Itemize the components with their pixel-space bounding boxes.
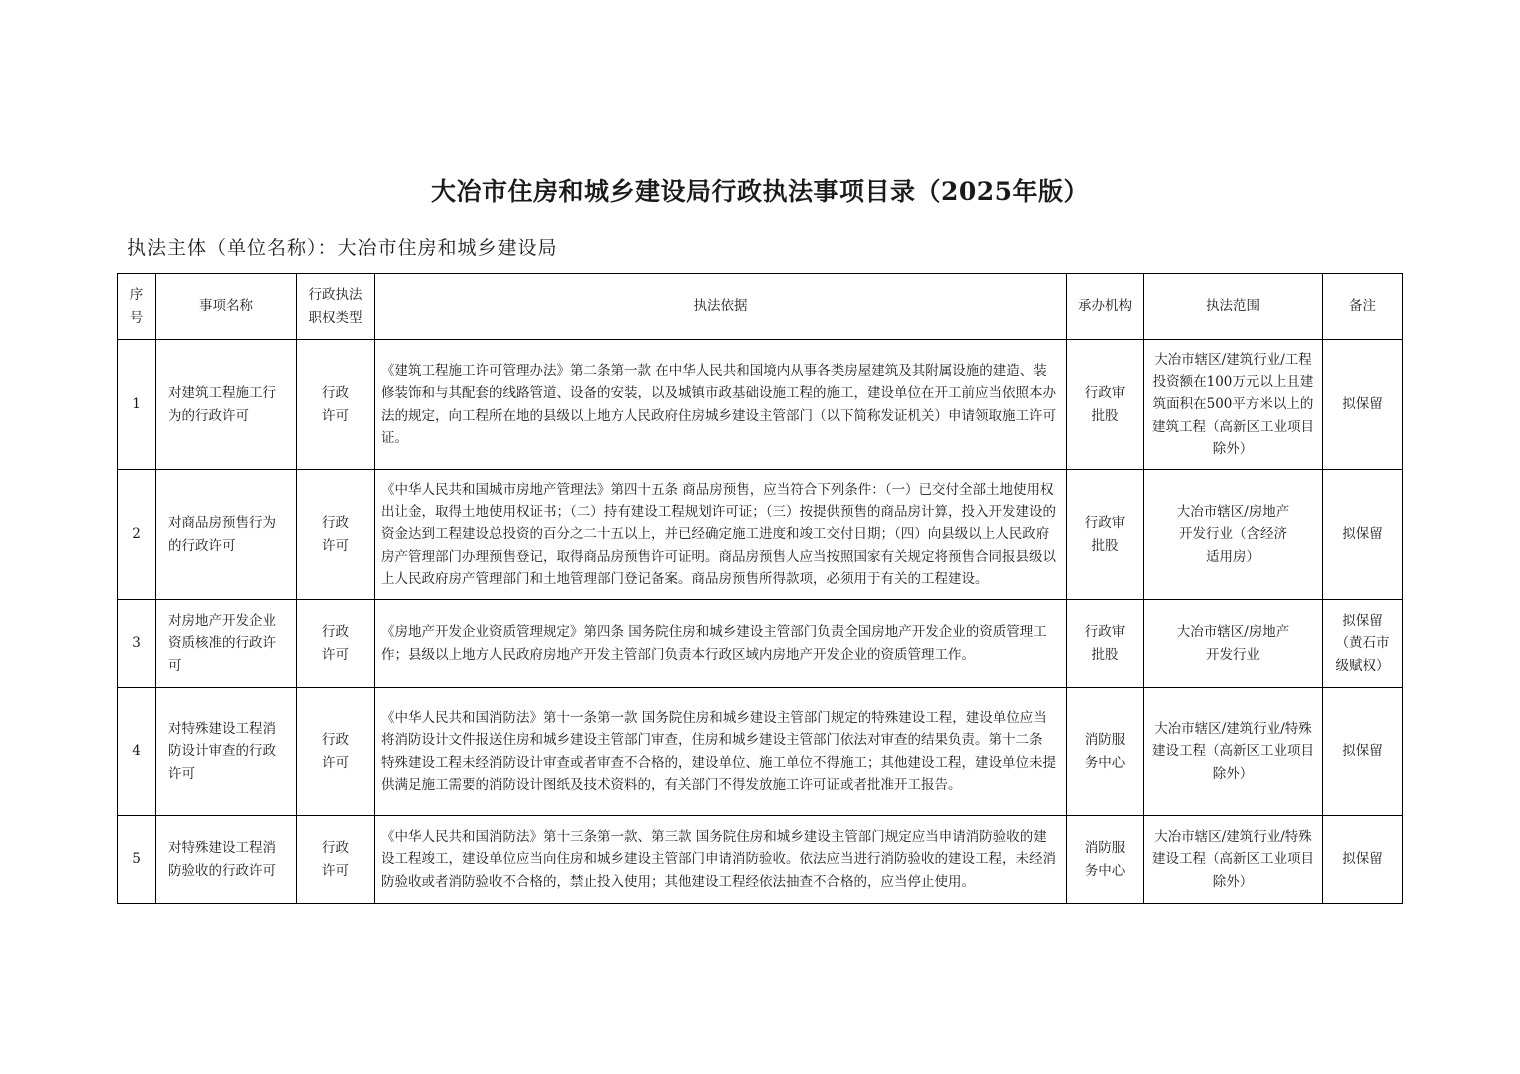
- row-basis: 《建筑工程施工许可管理办法》第二条第一款 在中华人民共和国境内从事各类房屋建筑及其附属设施的建造、装修装饰和与其配套的线路管道、设备的安装，以及城镇市政基础设施工程的施工，建设单位在开工前应当依照本办法的规定，向工程所在地的县级以上地方人民政府住房城乡建设主管部门（以下简称发证机关）申请领取施工许可证。: [375, 340, 1067, 470]
- row-no: 4: [118, 688, 156, 816]
- row-basis: 《中华人民共和国消防法》第十三条第一款、第三款 国务院住房和城乡建设主管部门规定应当申请消防验收的建设工程竣工，建设单位应当向住房和城乡建设主管部门申请消防验收。依法应当进行消防验收的建设工程，未经消防验收或者消防验收不合格的，禁止投入使用；其他建设工程经依法抽查不合格的，应当停止使用。: [375, 816, 1067, 904]
- row-name: 对建筑工程施工行为的行政许可: [156, 340, 297, 470]
- row-note: 拟保留: [1323, 688, 1403, 816]
- row-org: 消防服务中心: [1067, 688, 1144, 816]
- row-name: 对特殊建设工程消防验收的行政许可: [156, 816, 297, 904]
- row-note: 拟保留（黄石市级赋权）: [1323, 600, 1403, 688]
- table-header-row: [118, 274, 1403, 340]
- table-row: [118, 816, 1403, 904]
- document-title: 大冶市住房和城乡建设局行政执法事项目录（2025年版）: [430, 177, 1090, 206]
- header-note: 备注: [1323, 274, 1403, 340]
- header-name: 事项名称: [156, 274, 297, 340]
- row-org: 行政审批股: [1067, 470, 1144, 600]
- row-basis: 《中华人民共和国城市房地产管理法》第四十五条 商品房预售，应当符合下列条件：（一）已交付全部土地使用权出让金，取得土地使用权证书；（二）持有建设工程规划许可证；（三）按提供预售的商品房计算，投入开发建设的资金达到工程建设总投资的百分之二十五以上，并已经确定施工进度和竣工交付日期；（四）向县级以上人民政府房产管理部门办理预售登记，取得商品房预售许可证明。商品房预售人应当按照国家有关规定将预售合同报县级以上人民政府房产管理部门和土地管理部门登记备案。商品房预售所得款项，必须用于有关的工程建设。: [375, 470, 1067, 600]
- row-scope: 大冶市辖区/建筑行业/工程投资额在100万元以上且建筑面积在500平方米以上的建筑工程（高新区工业项目除外）: [1144, 340, 1323, 470]
- row-no: 2: [118, 470, 156, 600]
- row-scope: 大冶市辖区/建筑行业/特殊建设工程（高新区工业项目除外）: [1144, 688, 1323, 816]
- row-org: 消防服务中心: [1067, 816, 1144, 904]
- row-note: 拟保留: [1323, 816, 1403, 904]
- header-org: 承办机构: [1067, 274, 1144, 340]
- row-type: 行政许可: [297, 600, 375, 688]
- row-no: 3: [118, 600, 156, 688]
- enforcement-items-table: [117, 273, 1403, 904]
- row-note: 拟保留: [1323, 340, 1403, 470]
- header-scope: 执法范围: [1144, 274, 1323, 340]
- header-no: 序号: [118, 274, 156, 340]
- row-basis: 《中华人民共和国消防法》第十一条第一款 国务院住房和城乡建设主管部门规定的特殊建设工程，建设单位应当将消防设计文件报送住房和城乡建设主管部门审查，住房和城乡建设主管部门依法对审查的结果负责。第十二条 特殊建设工程未经消防设计审查或者审查不合格的，建设单位、施工单位不得施工；其他建设工程，建设单位未提供满足施工需要的消防设计图纸及技术资料的，有关部门不得发放施工许可证或者批准开工报告。: [375, 688, 1067, 816]
- row-type: 行政许可: [297, 816, 375, 904]
- header-type: 行政执法职权类型: [297, 274, 375, 340]
- row-basis: 《房地产开发企业资质管理规定》第四条 国务院住房和城乡建设主管部门负责全国房地产开发企业的资质管理工作；县级以上地方人民政府房地产开发主管部门负责本行政区域内房地产开发企业的资质管理工作。: [375, 600, 1067, 688]
- row-scope: 大冶市辖区/建筑行业/特殊建设工程（高新区工业项目除外）: [1144, 816, 1323, 904]
- row-no: 1: [118, 340, 156, 470]
- row-name: 对商品房预售行为的行政许可: [156, 470, 297, 600]
- table-row: [118, 688, 1403, 816]
- row-name: 对特殊建设工程消防设计审查的行政许可: [156, 688, 297, 816]
- enforcement-subject: 执法主体（单位名称）：大冶市住房和城乡建设局: [127, 237, 558, 259]
- row-no: 5: [118, 816, 156, 904]
- header-basis: 执法依据: [375, 274, 1067, 340]
- row-org: 行政审批股: [1067, 340, 1144, 470]
- table-row: [118, 340, 1403, 470]
- row-scope: 大冶市辖区/房地产开发行业（含经济适用房）: [1144, 470, 1323, 600]
- row-org: 行政审批股: [1067, 600, 1144, 688]
- row-type: 行政许可: [297, 688, 375, 816]
- row-type: 行政许可: [297, 340, 375, 470]
- row-type: 行政许可: [297, 470, 375, 600]
- table-row: [118, 600, 1403, 688]
- row-scope: 大冶市辖区/房地产开发行业: [1144, 600, 1323, 688]
- table-row: [118, 470, 1403, 600]
- row-note: 拟保留: [1323, 470, 1403, 600]
- row-name: 对房地产开发企业资质核准的行政许可: [156, 600, 297, 688]
